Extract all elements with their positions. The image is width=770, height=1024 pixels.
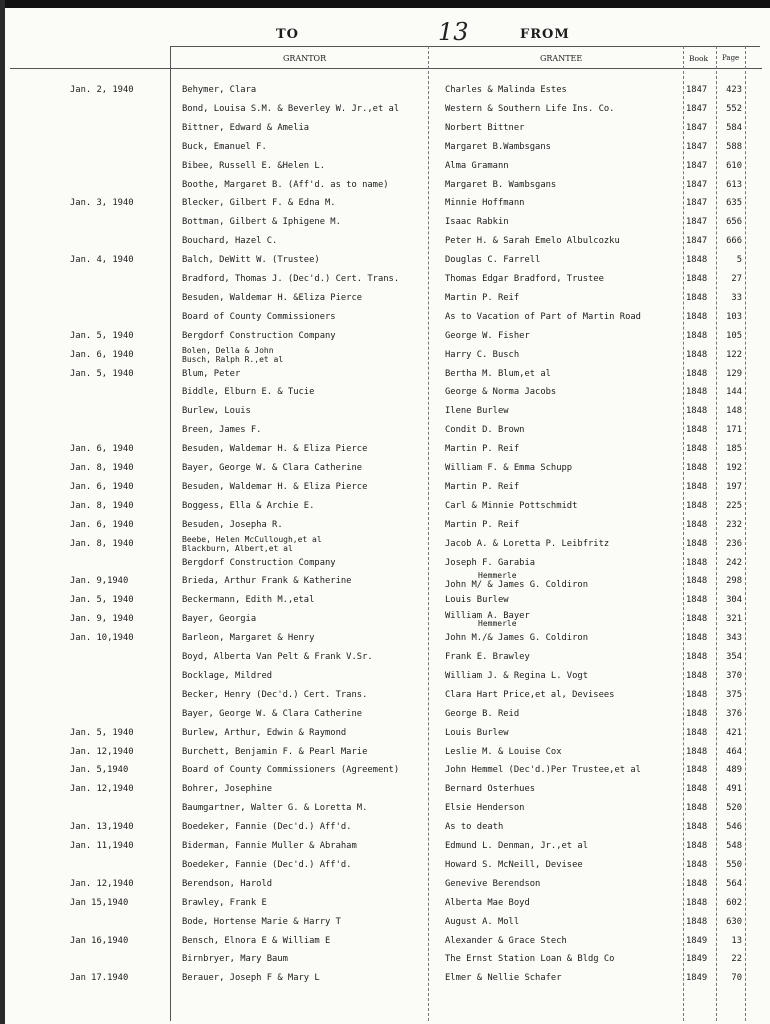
entry-grantor: Barleon, Margaret & Henry xyxy=(182,633,315,644)
entry-page: 656 xyxy=(726,217,742,228)
entry-grantee: Western & Southern Life Ins. Co. xyxy=(445,103,615,114)
entry-grantor: Beckermann, Edith M.,etal xyxy=(182,595,315,606)
entry-grantee: Alexander & Grace Stech xyxy=(445,935,567,946)
index-entry-row xyxy=(0,784,770,802)
entry-book: 1848 xyxy=(686,803,708,814)
entry-book: 1848 xyxy=(686,463,708,473)
entry-date: Jan. 6, 1940 xyxy=(70,349,134,360)
entry-grantee: Condit D. Brown xyxy=(445,425,525,436)
entry-grantor: Brawley, Frank E xyxy=(182,897,267,908)
entry-grantee: William A. Bayer xyxy=(445,611,530,622)
index-entry-row xyxy=(0,709,770,727)
index-entry-row xyxy=(0,501,770,519)
index-entry-row xyxy=(0,463,770,481)
index-entry-row xyxy=(0,652,770,670)
entry-book: 1848 xyxy=(686,652,708,662)
entry-book: 1848 xyxy=(686,576,708,587)
entry-page: 613 xyxy=(726,179,742,190)
entry-book: 1848 xyxy=(686,444,708,455)
entry-grantee: Margaret B.Wambsgans xyxy=(445,141,551,152)
entry-book: 1847 xyxy=(686,198,708,209)
entry-page: 122 xyxy=(726,349,742,360)
entry-page: 148 xyxy=(726,406,742,417)
entry-grantee: Genevive Berendson xyxy=(445,878,541,889)
entry-book: 1848 xyxy=(686,689,708,700)
entry-book: 1848 xyxy=(686,708,708,719)
entry-grantor: Berendson, Harold xyxy=(182,878,273,889)
entry-grantor: Behymer, Clara xyxy=(182,85,257,95)
entry-grantor: Burlew, Louis xyxy=(182,406,251,417)
entry-grantee: George W. Fisher xyxy=(445,330,530,341)
entry-grantor: Beebe, Helen McCullough,et al xyxy=(182,534,322,544)
entry-date: Jan. 13,1940 xyxy=(70,822,134,833)
entry-page: 192 xyxy=(726,463,742,473)
entry-book: 1848 xyxy=(686,274,708,284)
entry-page: 630 xyxy=(726,916,742,927)
entry-grantee: Minnie Hoffmann xyxy=(445,198,525,209)
index-entry-row xyxy=(0,558,770,576)
entry-book: 1848 xyxy=(686,633,708,644)
entry-grantee: Martin P. Reif xyxy=(445,481,520,492)
entry-page: 635 xyxy=(726,198,742,209)
entry-date: Jan. 5, 1940 xyxy=(70,727,134,738)
entry-book: 1848 xyxy=(686,614,708,625)
entry-book: 1848 xyxy=(686,859,708,870)
page-column-header: Page xyxy=(722,54,740,62)
entry-page: 13 xyxy=(731,935,742,946)
entry-grantor: Blecker, Gilbert F. & Edna M. xyxy=(182,198,336,209)
entry-book: 1848 xyxy=(686,311,708,322)
entry-page: 602 xyxy=(726,897,742,908)
entry-book: 1848 xyxy=(686,349,708,360)
entry-book: 1848 xyxy=(686,595,708,606)
entry-book: 1848 xyxy=(686,727,708,738)
grantor-column-header: GRANTOR xyxy=(283,54,327,63)
scan-top-edge xyxy=(0,0,770,8)
index-entry-row xyxy=(0,85,770,103)
entry-book: 1848 xyxy=(686,481,708,492)
entry-grantee: Martin P. Reif xyxy=(445,444,520,455)
entry-grantee: Thomas Edgar Bradford, Trustee xyxy=(445,274,604,284)
entry-date: Jan. 12,1940 xyxy=(70,878,134,889)
entry-date: Jan 15,1940 xyxy=(70,897,129,908)
index-entry-row xyxy=(0,534,770,557)
entry-book: 1848 xyxy=(686,916,708,927)
entry-grantor: Berauer, Joseph F & Mary L xyxy=(182,973,320,984)
index-entry-row xyxy=(0,312,770,330)
entry-date: Jan. 6, 1940 xyxy=(70,519,134,530)
index-entry-row xyxy=(0,898,770,916)
entry-book: 1848 xyxy=(686,557,708,568)
entry-grantee: Alberta Mae Boyd xyxy=(445,897,530,908)
index-entry-row xyxy=(0,406,770,424)
entry-book: 1849 xyxy=(686,935,708,946)
entry-book: 1848 xyxy=(686,387,708,398)
entry-grantor: Boedeker, Fannie (Dec'd.) Aff'd. xyxy=(182,822,352,833)
entry-book: 1847 xyxy=(686,236,708,247)
index-entry-row xyxy=(0,345,770,368)
entry-grantor: Besuden, Waldemar H. & Eliza Pierce xyxy=(182,481,368,492)
entry-book: 1847 xyxy=(686,141,708,152)
index-entry-row xyxy=(0,765,770,783)
entry-grantee: Martin P. Reif xyxy=(445,519,520,530)
entry-grantee: Howard S. McNeill, Devisee xyxy=(445,859,583,870)
index-entry-row xyxy=(0,236,770,254)
index-entry-row xyxy=(0,571,770,594)
entry-grantee: Jacob A. & Loretta P. Leibfritz xyxy=(445,538,610,549)
entry-grantor: Boothe, Margaret B. (Aff'd. as to name) xyxy=(182,179,389,190)
entry-book: 1848 xyxy=(686,292,708,303)
entry-grantee: As to Vacation of Part of Martin Road xyxy=(445,311,641,322)
entry-book: 1848 xyxy=(686,406,708,417)
entry-page: 376 xyxy=(726,708,742,719)
entry-book: 1847 xyxy=(686,85,708,95)
index-entry-row xyxy=(0,917,770,935)
page-number: 13 xyxy=(438,18,469,46)
entry-page: 33 xyxy=(731,292,742,303)
entry-page: 225 xyxy=(726,500,742,511)
entry-grantee: Leslie M. & Louise Cox xyxy=(445,746,562,757)
entry-page: 546 xyxy=(726,822,742,833)
index-entry-row xyxy=(0,425,770,443)
entry-grantee: Margaret B. Wambsgans xyxy=(445,179,557,190)
entry-date: Jan. 2, 1940 xyxy=(70,85,134,95)
book-column-header: Book xyxy=(689,54,709,63)
entry-grantor: Bocklage, Mildred xyxy=(182,670,273,681)
index-entry-row xyxy=(0,180,770,198)
entry-date: Jan 16,1940 xyxy=(70,935,129,946)
index-entry-row xyxy=(0,142,770,160)
index-entry-row xyxy=(0,822,770,840)
entry-grantee: Clara Hart Price,et al, Devisees xyxy=(445,689,615,700)
index-entry-row xyxy=(0,198,770,216)
entry-book: 1848 xyxy=(686,746,708,757)
entry-page: 129 xyxy=(726,368,742,379)
entry-grantor: Blum, Peter xyxy=(182,368,241,379)
entry-grantor: Bond, Louisa S.M. & Beverley W. Jr.,et al xyxy=(182,103,400,114)
entry-grantee: Harry C. Busch xyxy=(445,349,520,360)
from-heading: FROM xyxy=(520,27,570,42)
header-rule-bottom xyxy=(10,68,762,69)
entry-book: 1848 xyxy=(686,784,708,795)
entry-page: 354 xyxy=(726,652,742,662)
entry-grantor: Boggess, Ella & Archie E. xyxy=(182,500,315,511)
entry-grantee: Carl & Minnie Pottschmidt xyxy=(445,500,578,511)
entry-grantor: Bayer, George W. & Clara Catherine xyxy=(182,708,363,719)
entry-grantor: Boyd, Alberta Van Pelt & Frank V.Sr. xyxy=(182,652,373,662)
entry-page: 666 xyxy=(726,236,742,247)
entry-grantor: Becker, Henry (Dec'd.) Cert. Trans. xyxy=(182,689,368,700)
entry-page: 584 xyxy=(726,122,742,133)
entry-book: 1848 xyxy=(686,425,708,436)
entry-page: 375 xyxy=(726,689,742,700)
entry-grantee: Bertha M. Blum,et al xyxy=(445,368,551,379)
entry-grantee: William F. & Emma Schupp xyxy=(445,463,573,473)
entry-grantor: Bibee, Russell E. &Helen L. xyxy=(182,160,325,171)
entry-grantor: Bradford, Thomas J. (Dec'd.) Cert. Trans. xyxy=(182,274,400,284)
index-entry-row xyxy=(0,595,770,613)
index-entry-row xyxy=(0,331,770,349)
entry-grantee: Elsie Henderson xyxy=(445,803,525,814)
entry-grantee: John Hemmel (Dec'd.)Per Trustee,et al xyxy=(445,765,641,776)
entry-book: 1848 xyxy=(686,765,708,776)
entry-grantee: Elmer & Nellie Schafer xyxy=(445,973,562,984)
index-entry-row xyxy=(0,104,770,122)
index-entry-row xyxy=(0,803,770,821)
entry-grantor: Breen, James F. xyxy=(182,425,262,436)
entry-grantor: Bohrer, Josephine xyxy=(182,784,273,795)
entry-page: 588 xyxy=(726,141,742,152)
entry-grantee: William J. & Regina L. Vogt xyxy=(445,670,588,681)
entry-book: 1848 xyxy=(686,255,708,266)
entry-book: 1848 xyxy=(686,538,708,549)
index-entry-row xyxy=(0,728,770,746)
entry-book: 1847 xyxy=(686,122,708,133)
entry-grantee: Alma Gramann xyxy=(445,160,509,171)
entry-grantee: John M./& James G. Coldiron xyxy=(445,633,588,644)
index-entry-row xyxy=(0,274,770,292)
entry-grantor: Bayer, Georgia xyxy=(182,614,257,625)
entry-page: 464 xyxy=(726,746,742,757)
entry-grantor: Bouchard, Hazel C. xyxy=(182,236,278,247)
entry-page: 610 xyxy=(726,160,742,171)
index-entry-row xyxy=(0,161,770,179)
entry-book: 1848 xyxy=(686,500,708,511)
entry-grantor: Bergdorf Construction Company xyxy=(182,330,336,341)
entry-grantee-annotation: Hemmerle xyxy=(478,571,517,581)
index-entry-row xyxy=(0,936,770,954)
entry-book: 1848 xyxy=(686,330,708,341)
index-entry-row xyxy=(0,369,770,387)
entry-grantor: Bayer, George W. & Clara Catherine xyxy=(182,463,363,473)
entry-grantee: Douglas C. Farrell xyxy=(445,255,541,266)
index-entry-row xyxy=(0,633,770,651)
entry-grantee: Ilene Burlew xyxy=(445,406,509,417)
index-entry-row xyxy=(0,444,770,462)
entry-grantor: Besuden, Josepha R. xyxy=(182,519,283,530)
entry-grantor-secondary: Blackburn, Albert,et al xyxy=(182,543,293,553)
entry-grantee: Charles & Malinda Estes xyxy=(445,85,567,95)
entry-grantee: August A. Moll xyxy=(445,916,520,927)
entry-page: 144 xyxy=(726,387,742,398)
entry-grantee: Edmund L. Denman, Jr.,et al xyxy=(445,841,588,851)
index-entry-row xyxy=(0,123,770,141)
entry-page: 22 xyxy=(731,954,742,965)
entry-book: 1848 xyxy=(686,368,708,379)
entry-book: 1848 xyxy=(686,670,708,681)
entry-grantor: Bode, Hortense Marie & Harry T xyxy=(182,916,341,927)
entry-page: 298 xyxy=(726,576,742,587)
entry-page: 304 xyxy=(726,595,742,606)
entry-page: 421 xyxy=(726,727,742,738)
index-entry-row xyxy=(0,973,770,991)
entry-grantor: Burchett, Benjamin F. & Pearl Marie xyxy=(182,746,368,757)
entry-date: Jan. 8, 1940 xyxy=(70,538,134,549)
entry-book: 1848 xyxy=(686,841,708,851)
entry-book: 1847 xyxy=(686,103,708,114)
entry-grantor: Balch, DeWitt W. (Trustee) xyxy=(182,255,320,266)
entry-grantor: Bergdorf Construction Company xyxy=(182,557,336,568)
entry-page: 370 xyxy=(726,670,742,681)
entry-page: 520 xyxy=(726,803,742,814)
entry-page: 185 xyxy=(726,444,742,455)
entry-grantee: Isaac Rabkin xyxy=(445,217,509,228)
entry-grantor: Besuden, Waldemar H. &Eliza Pierce xyxy=(182,292,363,303)
entry-grantor: Buck, Emanuel F. xyxy=(182,141,267,152)
entry-page: 552 xyxy=(726,103,742,114)
entry-date: Jan. 3, 1940 xyxy=(70,198,134,209)
entry-grantor: Biderman, Fannie Muller & Abraham xyxy=(182,841,357,851)
entry-date: Jan. 5, 1940 xyxy=(70,330,134,341)
index-entry-row xyxy=(0,520,770,538)
entry-grantor: Bensch, Elnora E & William E xyxy=(182,935,331,946)
entry-page: 321 xyxy=(726,614,742,625)
entry-date: Jan 17.1940 xyxy=(70,973,129,984)
entry-page: 105 xyxy=(726,330,742,341)
entry-page: 197 xyxy=(726,481,742,492)
entry-grantee-annotation: Hemmerle xyxy=(478,619,517,629)
entry-book: 1849 xyxy=(686,973,708,984)
index-entry-row xyxy=(0,954,770,972)
index-entry-row xyxy=(0,482,770,500)
to-heading: TO xyxy=(276,27,299,42)
entry-grantor: Brieda, Arthur Frank & Katherine xyxy=(182,576,352,587)
entry-date: Jan. 6, 1940 xyxy=(70,481,134,492)
entry-page: 343 xyxy=(726,633,742,644)
entry-grantee: Martin P. Reif xyxy=(445,292,520,303)
entry-page: 171 xyxy=(726,425,742,436)
entry-book: 1848 xyxy=(686,519,708,530)
entry-grantor: Burlew, Arthur, Edwin & Raymond xyxy=(182,727,347,738)
entry-book: 1847 xyxy=(686,217,708,228)
entry-page: 564 xyxy=(726,878,742,889)
entry-grantee: Peter H. & Sarah Emelo Albulcozku xyxy=(445,236,620,247)
entry-grantee: As to death xyxy=(445,822,504,833)
entry-date: Jan. 11,1940 xyxy=(70,841,134,851)
entry-grantee: Bernard Osterhues xyxy=(445,784,536,795)
entry-book: 1849 xyxy=(686,954,708,965)
entry-page: 103 xyxy=(726,311,742,322)
entry-page: 236 xyxy=(726,538,742,549)
entry-grantor: Besuden, Waldemar H. & Eliza Pierce xyxy=(182,444,368,455)
entry-grantee: George & Norma Jacobs xyxy=(445,387,557,398)
entry-grantee: George B. Reid xyxy=(445,708,520,719)
entry-grantee: The Ernst Station Loan & Bldg Co xyxy=(445,954,615,965)
entry-date: Jan. 5,1940 xyxy=(70,765,129,776)
entry-book: 1847 xyxy=(686,160,708,171)
entry-page: 423 xyxy=(726,85,742,95)
entry-grantor: Biddle, Elburn E. & Tucie xyxy=(182,387,315,398)
index-entry-row xyxy=(0,387,770,405)
entry-grantee: Joseph F. Garabia xyxy=(445,557,536,568)
entry-grantor: Bolen, Della & John xyxy=(182,345,274,355)
entry-date: Jan. 10,1940 xyxy=(70,633,134,644)
entry-book: 1848 xyxy=(686,897,708,908)
entry-page: 491 xyxy=(726,784,742,795)
index-entry-row xyxy=(0,879,770,897)
entry-grantee: Norbert Bittner xyxy=(445,122,525,133)
entry-book: 1848 xyxy=(686,822,708,833)
entry-date: Jan. 5, 1940 xyxy=(70,595,134,606)
index-entry-row xyxy=(0,255,770,273)
entry-date: Jan. 9,1940 xyxy=(70,576,129,587)
entry-grantor: Board of County Commissioners (Agreement) xyxy=(182,765,400,776)
index-entry-row xyxy=(0,293,770,311)
index-entry-row xyxy=(0,690,770,708)
entry-date: Jan. 9, 1940 xyxy=(70,614,134,625)
entry-grantee: Louis Burlew xyxy=(445,595,509,606)
entry-grantee: John M/ & James G. Coldiron xyxy=(445,580,588,591)
entry-book: 1848 xyxy=(686,878,708,889)
entry-page: 489 xyxy=(726,765,742,776)
entry-grantor: Boedeker, Fannie (Dec'd.) Aff'd. xyxy=(182,859,352,870)
entry-date: Jan. 5, 1940 xyxy=(70,368,134,379)
entry-date: Jan. 6, 1940 xyxy=(70,444,134,455)
entry-page: 550 xyxy=(726,859,742,870)
entry-date: Jan. 12,1940 xyxy=(70,746,134,757)
entry-grantor: Bittner, Edward & Amelia xyxy=(182,122,310,133)
entry-grantor: Birnbryer, Mary Baum xyxy=(182,954,288,965)
entry-page: 232 xyxy=(726,519,742,530)
entry-book: 1847 xyxy=(686,179,708,190)
entry-grantor: Baumgartner, Walter G. & Loretta M. xyxy=(182,803,368,814)
entry-page: 242 xyxy=(726,557,742,568)
entry-page: 27 xyxy=(731,274,742,284)
header-rule-top xyxy=(170,46,760,47)
entry-grantee: Frank E. Brawley xyxy=(445,652,530,662)
index-entry-row xyxy=(0,611,770,632)
entry-date: Jan. 8, 1940 xyxy=(70,500,134,511)
index-entry-row xyxy=(0,747,770,765)
index-entry-row xyxy=(0,860,770,878)
entry-page: 70 xyxy=(731,973,742,984)
entry-page: 5 xyxy=(736,255,742,266)
grantee-column-header: GRANTEE xyxy=(540,54,583,63)
index-entry-row xyxy=(0,671,770,689)
entry-grantor: Bottman, Gilbert & Iphigene M. xyxy=(182,217,341,228)
entry-grantor-secondary: Busch, Ralph R.,et al xyxy=(182,354,284,364)
entry-date: Jan. 8, 1940 xyxy=(70,463,134,473)
entry-page: 548 xyxy=(726,841,742,851)
entry-date: Jan. 12,1940 xyxy=(70,784,134,795)
index-entry-row xyxy=(0,841,770,859)
entry-grantee: Louis Burlew xyxy=(445,727,509,738)
entry-grantor: Board of County Commissioners xyxy=(182,311,336,322)
entry-date: Jan. 4, 1940 xyxy=(70,255,134,266)
index-entry-row xyxy=(0,217,770,235)
